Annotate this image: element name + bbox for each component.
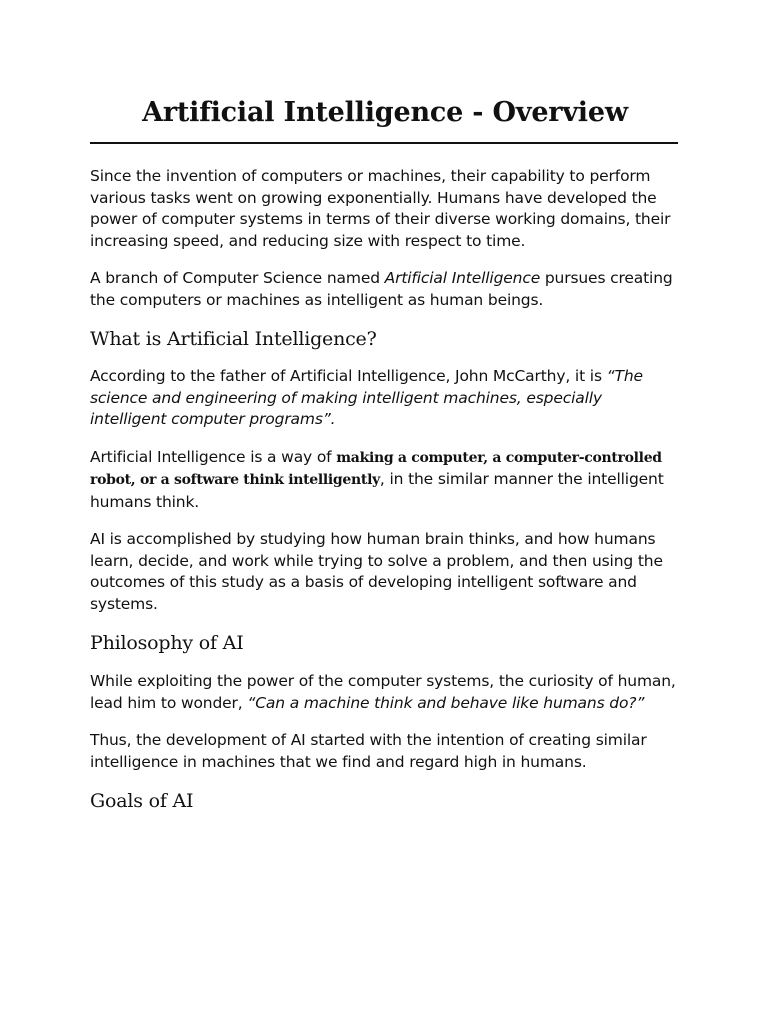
document-page [90, 0, 680, 813]
accomplished-paragraph: AI is accomplished by studying how human brain thinks, and how humans learn, decide, and work while trying to solve a problem, and then using the outcomes of this study as a basis of developing intelligent software and systems. [90, 530, 663, 613]
branch-text-after: pursues creating the computers or machines as intelligent as human beings. [90, 269, 673, 309]
title-divider [90, 142, 678, 144]
mccarthy-quote: “The science and engineering of making intelligent machines, especially intelligent computer programs”. [90, 367, 643, 428]
definition-text-before: According to the father of Artificial Intelligence, John McCarthy, it is [90, 367, 607, 385]
branch-paragraph [90, 268, 680, 311]
branch-emphasis: Artificial Intelligence [384, 269, 541, 287]
way-text-before: Artificial Intelligence is a way of [90, 447, 337, 466]
curiosity-quote: “Can a machine think and behave like humans do?” [247, 693, 645, 712]
way-text-after: , in the similar manner the intelligent humans think. [90, 470, 664, 511]
way-bold-text: making a computer, a computer-controlled robot, or a software think intelligently [90, 449, 662, 488]
development-paragraph: Thus, the development of AI started with the intention of creating similar intelligence in machines that we find and regard high in humans. [90, 731, 647, 771]
curiosity-text-before: While exploiting the power of the computer systems, the curiosity of human, lead him to wonder, [90, 672, 676, 712]
definition-paragraph [90, 366, 680, 431]
curiosity-paragraph [90, 671, 680, 714]
page-title: Artificial Intelligence - Overview [142, 97, 628, 128]
intro-paragraph: Since the invention of computers or machines, their capability to perform various tasks went on growing exponentially. Humans have developed the power of computer systems in terms of their diverse working domains, their increasing speed, and reducing size with respect to time. [90, 167, 671, 250]
section-heading-goals: Goals of AI [90, 790, 194, 812]
section-heading-philosophy: Philosophy of AI [90, 632, 244, 654]
branch-text-before: A branch of Computer Science named [90, 269, 385, 287]
way-paragraph [90, 447, 680, 514]
section-heading-what-is-ai: What is Artificial Intelligence? [90, 328, 377, 350]
